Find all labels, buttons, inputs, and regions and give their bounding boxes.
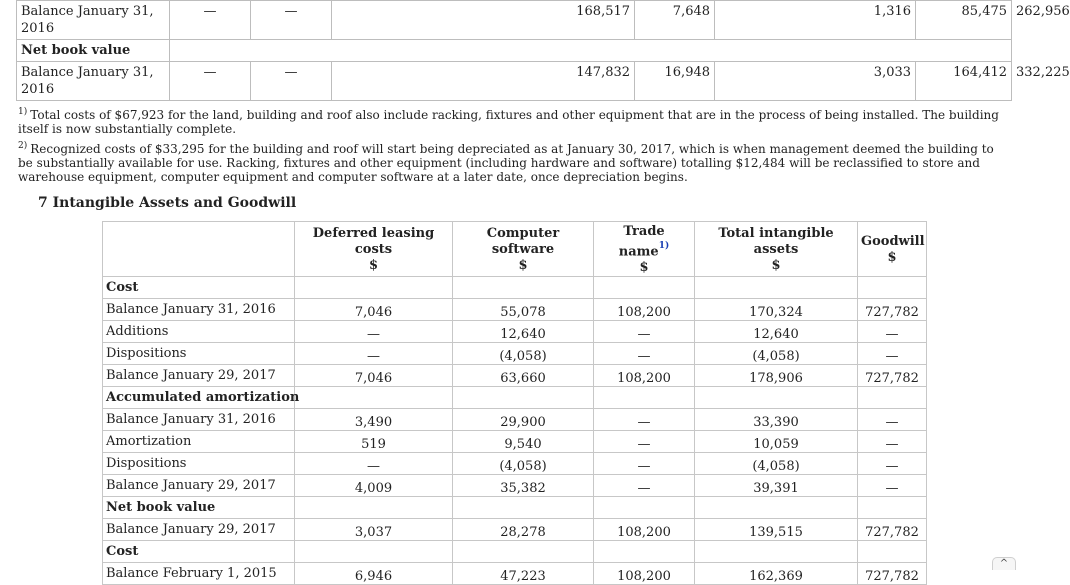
table-cell: 1,316 — [715, 1, 916, 40]
section-title: 7 Intangible Assets and Goodwill — [38, 195, 297, 211]
table-cell: 3,037 — [295, 519, 453, 541]
table-row — [17, 40, 1012, 62]
table-row — [103, 453, 927, 475]
table-cell: — — [295, 343, 453, 365]
table-cell: — — [858, 321, 927, 343]
table-cell: — — [594, 431, 695, 453]
table-cell — [453, 387, 594, 409]
table-cell — [453, 541, 594, 563]
table-cell: 147,832 — [332, 62, 635, 101]
table-cell: (4,058) — [695, 343, 858, 365]
table-cell: 29,900 — [453, 409, 594, 431]
table-cell: 727,782 — [858, 299, 927, 321]
column-unit: $ — [639, 260, 649, 276]
table-cell: — — [858, 409, 927, 431]
table-cell: — — [594, 343, 695, 365]
table-cell: — — [858, 453, 927, 475]
table-cell: 168,517 — [332, 1, 635, 40]
row-label: Balance January 31, 2016 — [103, 299, 295, 321]
footnote-2-marker: 2) — [18, 141, 28, 151]
table-cell: — — [295, 453, 453, 475]
table-cell — [453, 497, 594, 519]
table-cell: 727,782 — [858, 563, 927, 585]
table-cell: 108,200 — [594, 519, 695, 541]
column-unit: $ — [518, 258, 528, 274]
table-row — [103, 365, 927, 387]
row-label: Balance January 29, 2017 — [103, 365, 295, 387]
table-cell: 727,782 — [858, 365, 927, 387]
column-header — [594, 222, 695, 277]
header-blank — [103, 222, 295, 277]
table-cell: — — [251, 1, 332, 40]
footnote-2 — [18, 142, 1008, 184]
table-cell: 3,033 — [715, 62, 916, 101]
table-cell — [594, 387, 695, 409]
table-cell: (4,058) — [453, 343, 594, 365]
table-cell: — — [858, 475, 927, 497]
table-cell — [695, 387, 858, 409]
table-cell: 12,640 — [453, 321, 594, 343]
table-row — [103, 277, 927, 299]
table-cell — [858, 277, 927, 299]
table-cell: 7,648 — [635, 1, 715, 40]
row-label: Accumulated amortization — [103, 387, 295, 409]
table-row — [103, 475, 927, 497]
row-label: Cost — [103, 541, 295, 563]
column-unit: $ — [368, 258, 379, 274]
footnote-1-marker: 1) — [18, 107, 28, 117]
column-name: Goodwill — [861, 234, 925, 250]
table-cell: 12,640 — [695, 321, 858, 343]
row-label: Net book value — [17, 40, 170, 62]
table-cell: 9,540 — [453, 431, 594, 453]
table-row — [103, 431, 927, 453]
table-cell — [858, 497, 927, 519]
row-filler — [170, 40, 1012, 62]
table-cell — [695, 277, 858, 299]
footnote-1-text: Total costs of $67,923 for the land, building and roof also include racking, fixtures and other equipment that are in the process of being installed. The building itself is now substantially complete. — [18, 108, 999, 136]
table-cell: 164,412 — [916, 62, 1012, 101]
row-label: Dispositions — [103, 343, 295, 365]
table-cell — [295, 277, 453, 299]
table-cell — [295, 387, 453, 409]
table-cell: — — [858, 343, 927, 365]
table-cell: 28,278 — [453, 519, 594, 541]
table-cell: 7,046 — [295, 299, 453, 321]
table-cell: 162,369 — [695, 563, 858, 585]
footnote-1 — [18, 108, 1008, 136]
table-cell — [695, 497, 858, 519]
table-cell: 178,906 — [695, 365, 858, 387]
table-cell — [594, 497, 695, 519]
table-cell — [594, 277, 695, 299]
column-name: Computer software — [486, 226, 560, 258]
column-header — [453, 222, 594, 277]
column-name: Total intangible assets — [718, 226, 834, 258]
table-cell: 35,382 — [453, 475, 594, 497]
row-label: Additions — [103, 321, 295, 343]
table-cell: — — [295, 321, 453, 343]
row-label: Balance January 31, 2016 — [17, 1, 170, 40]
table-cell: 7,046 — [295, 365, 453, 387]
table-cell: 3,490 — [295, 409, 453, 431]
row-label: Balance January 31, 2016 — [103, 409, 295, 431]
table-cell — [594, 541, 695, 563]
footnote-2-text: Recognized costs of $33,295 for the building and roof will start being depreciated as at January 30, 2017, which is when management deemed the building to be substantially available for use. Racking, fixtures and other equipment (including hardware and software) totalling $12,484 will be reclassified to store and warehouse equipment, computer equipment and computer software at a later date, once depreciation begins. — [18, 142, 994, 184]
table-cell: 108,200 — [594, 299, 695, 321]
column-header — [858, 222, 927, 277]
table-cell — [295, 541, 453, 563]
footnote-ref[interactable]: 1) — [658, 241, 670, 251]
table-cell: — — [251, 62, 332, 101]
table-row — [103, 409, 927, 431]
column-name: Deferred leasing costs — [312, 226, 435, 258]
table-row — [103, 343, 927, 365]
row-label: Balance January 29, 2017 — [103, 475, 295, 497]
row-label: Net book value — [103, 497, 295, 519]
column-header — [695, 222, 858, 277]
table-row — [103, 563, 927, 585]
column-name: Trade name — [618, 224, 665, 260]
table-row — [103, 541, 927, 563]
table-cell: — — [594, 409, 695, 431]
intangible-assets-table — [102, 221, 927, 585]
row-label: Dispositions — [103, 453, 295, 475]
column-header — [295, 222, 453, 277]
table-cell: 63,660 — [453, 365, 594, 387]
table-cell — [858, 387, 927, 409]
table-cell: 55,078 — [453, 299, 594, 321]
table-cell: 727,782 — [858, 519, 927, 541]
table-row — [103, 497, 927, 519]
chevron-up-icon: ^ — [999, 558, 1009, 569]
table-cell: (4,058) — [695, 453, 858, 475]
table-cell — [295, 497, 453, 519]
table-row — [103, 387, 927, 409]
table-cell: 39,391 — [695, 475, 858, 497]
table-cell: — — [170, 62, 251, 101]
row-label: Balance January 31, 2016 — [17, 62, 170, 101]
table-cell: — — [594, 475, 695, 497]
column-unit: $ — [887, 250, 897, 266]
table-cell: 10,059 — [695, 431, 858, 453]
table-cell: — — [594, 453, 695, 475]
table-cell: 139,515 — [695, 519, 858, 541]
table-cell: 108,200 — [594, 563, 695, 585]
table-cell: — — [858, 431, 927, 453]
table-cell: 108,200 — [594, 365, 695, 387]
table-cell: — — [594, 321, 695, 343]
table-cell: 519 — [295, 431, 453, 453]
table-cell: 33,390 — [695, 409, 858, 431]
table-cell: 170,324 — [695, 299, 858, 321]
table-row: Balance January 31, 2016 — — 147,832 16,948 3,033 164,412 332,225 — [17, 62, 1012, 101]
table-cell: (4,058) — [453, 453, 594, 475]
table-cell: 6,946 — [295, 563, 453, 585]
table-cell: 85,475 — [916, 1, 1012, 40]
table-row — [103, 299, 927, 321]
scroll-to-top-button[interactable] — [992, 557, 1016, 570]
property-equipment-table — [16, 0, 1070, 101]
row-label: Amortization — [103, 431, 295, 453]
table-cell: 47,223 — [453, 563, 594, 585]
row-label: Cost — [103, 277, 295, 299]
table-cell — [453, 277, 594, 299]
row-label: Balance January 29, 2017 — [103, 519, 295, 541]
table-cell: 16,948 — [635, 62, 715, 101]
table-cell: 4,009 — [295, 475, 453, 497]
table-cell: — — [170, 1, 251, 40]
column-unit: $ — [771, 258, 781, 274]
table-row — [103, 519, 927, 541]
table-cell — [858, 541, 927, 563]
row-label: Balance February 1, 2015 — [103, 563, 295, 585]
table-row: Balance January 31, 2016 — — 168,517 7,648 1,316 85,475 262,956 — [17, 1, 1012, 40]
table-cell — [695, 541, 858, 563]
table-row — [103, 321, 927, 343]
